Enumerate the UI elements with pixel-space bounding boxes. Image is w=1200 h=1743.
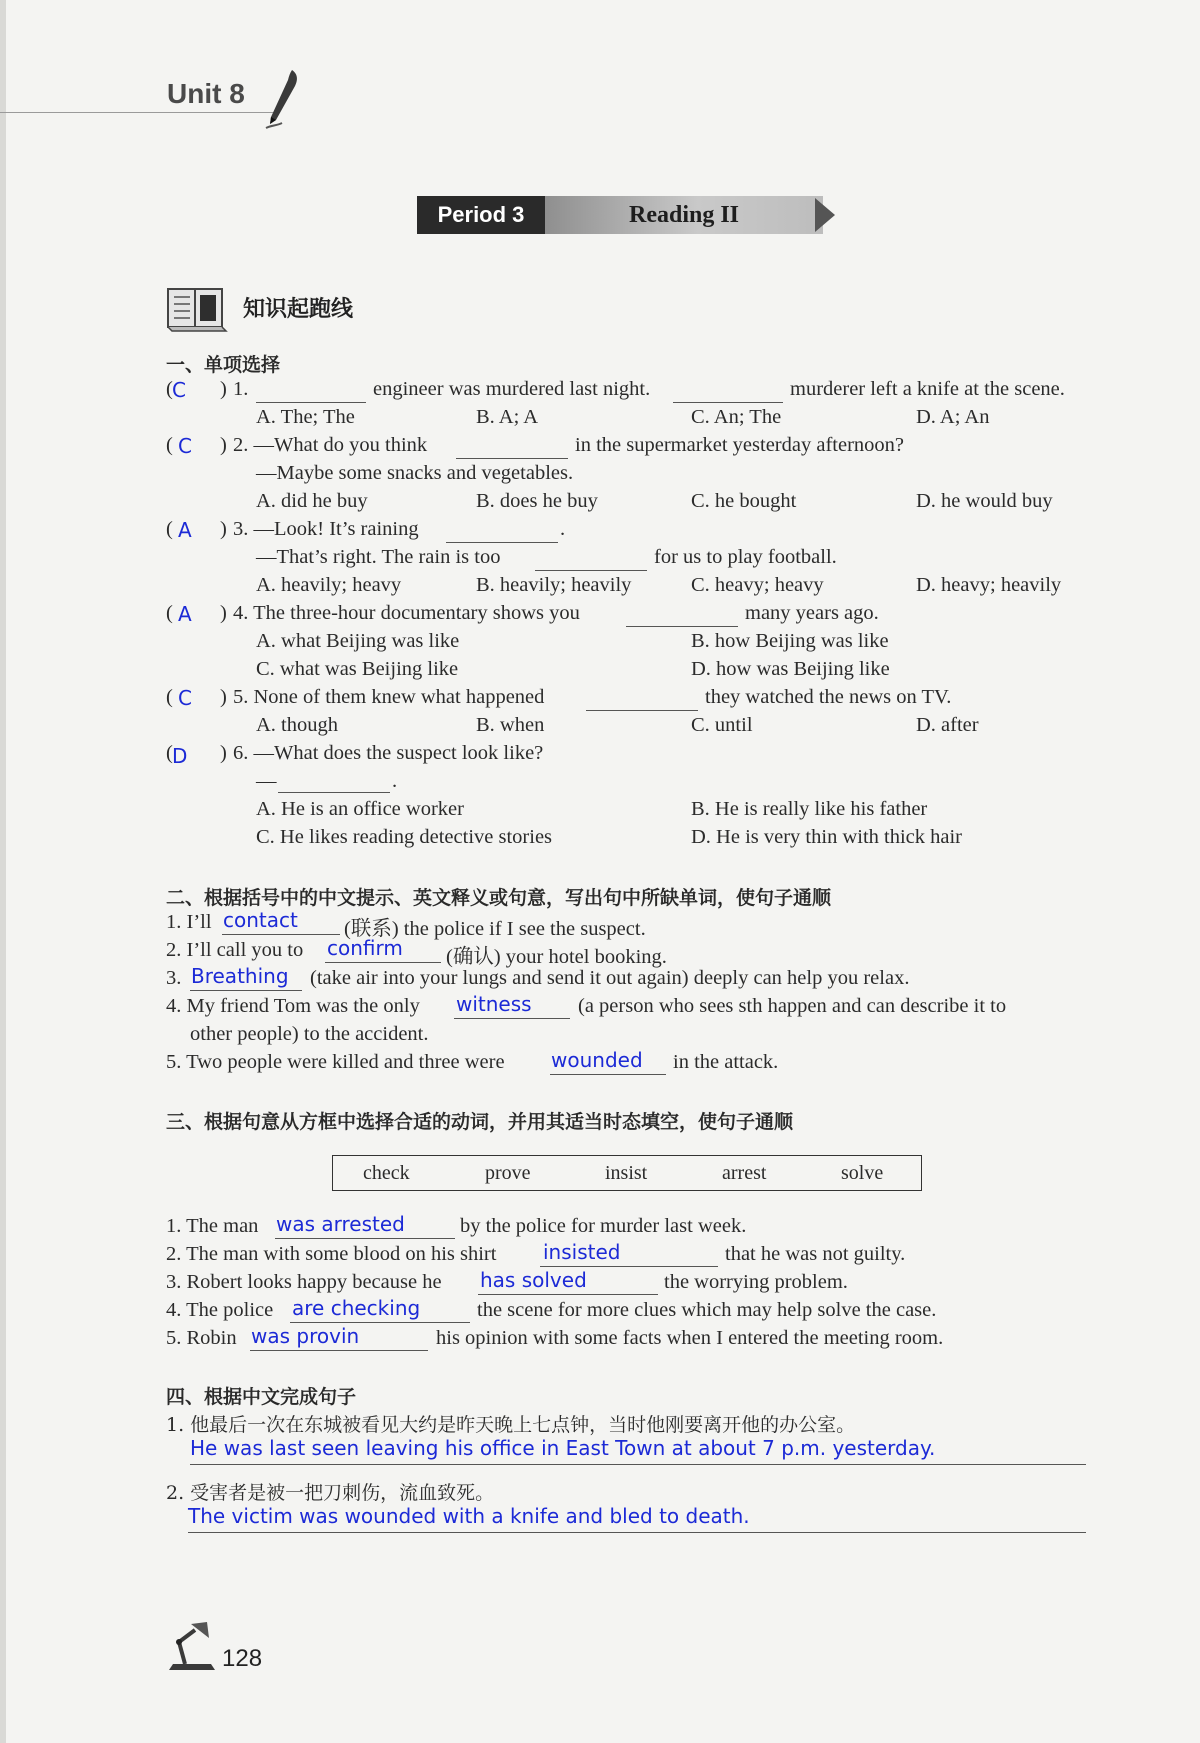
p3-item-2-pre: 2. The man with some blood on his shirt — [166, 1243, 497, 1265]
p2-item-4-pre: 4. My friend Tom was the only — [166, 995, 420, 1017]
q2-option-c: C. he bought — [691, 490, 797, 512]
q3-blank-2 — [535, 570, 647, 571]
p3-item-4-post: the scene for more clues which may help solve the case. — [477, 1299, 937, 1321]
period-label: Period 3 — [417, 196, 545, 234]
paren-close: ) — [220, 378, 227, 400]
q5-option-b: B. when — [476, 714, 545, 736]
q3-line2-end: for us to play football. — [654, 546, 837, 568]
section-heading: 知识起跑线 — [243, 296, 354, 322]
paren-open: ( — [166, 686, 173, 708]
q3-answer: A — [178, 518, 192, 542]
q5-text-a: they watched the news on TV. — [705, 686, 952, 708]
part3-title: 三、根据句意从方框中选择合适的动词，并用其适当时态填空，使句子通顺 — [166, 1111, 794, 1133]
open-book-icon — [166, 287, 228, 333]
word-box-word: prove — [485, 1162, 531, 1184]
q3-option-b: B. heavily; heavily — [476, 574, 632, 596]
p2-item-2-post: (确认) your hotel booking. — [446, 946, 667, 968]
page-edge — [0, 0, 6, 1743]
p4-item-1-line — [190, 1464, 1086, 1465]
q5-option-d: D. after — [916, 714, 979, 736]
p2-item-1-pre: 1. I’ll — [166, 911, 212, 933]
q2-line2: —Maybe some snacks and vegetables. — [256, 462, 574, 484]
q6-line2-end: . — [392, 770, 398, 792]
p3-item-5-answer: was provin — [251, 1324, 360, 1348]
p4-item-2-line — [188, 1532, 1086, 1533]
q1-option-b: B. A; A — [476, 406, 539, 428]
p3-item-4-pre: 4. The police — [166, 1299, 274, 1321]
q6-stem: 6. —What does the suspect look like? — [233, 742, 544, 764]
p3-item-1-answer: was arrested — [276, 1212, 405, 1236]
q1-stem: 1. — [233, 378, 249, 400]
p2-item-4-post: (a person who sees sth happen and can describe it to — [578, 995, 1007, 1017]
q3-stem: 3. —Look! It’s raining — [233, 518, 419, 540]
paren-close: ) — [220, 686, 227, 708]
p2-item-5-pre: 5. Two people were killed and three were — [166, 1051, 505, 1073]
p3-item-1-pre: 1. The man — [166, 1215, 259, 1237]
paren-open: ( — [166, 602, 173, 624]
q1-blank-1 — [256, 402, 366, 403]
q3-line2: —That’s right. The rain is too — [256, 546, 501, 568]
p2-item-3-answer: Breathing — [191, 964, 289, 988]
q3-blank-1 — [446, 542, 558, 543]
q4-option-b: B. how Beijing was like — [691, 630, 889, 652]
p3-item-5-pre: 5. Robin — [166, 1327, 237, 1349]
q6-option-b: B. He is really like his father — [691, 798, 928, 820]
q4-blank — [626, 626, 738, 627]
q2-option-d: D. he would buy — [916, 490, 1053, 512]
desk-lamp-icon — [163, 1620, 221, 1674]
unit-title: Unit 8 — [167, 78, 245, 109]
q6-option-d: D. He is very thin with thick hair — [691, 826, 963, 848]
q4-text-a: many years ago. — [745, 602, 879, 624]
p2-item-2-blank — [325, 962, 441, 963]
period-banner — [417, 196, 837, 234]
p3-item-2-post: that he was not guilty. — [725, 1243, 906, 1265]
q4-option-a: A. what Beijing was like — [256, 630, 460, 652]
p3-item-3-pre: 3. Robert looks happy because he — [166, 1271, 442, 1293]
p2-item-3-pre: 3. — [166, 967, 182, 989]
p3-item-4-answer: are checking — [292, 1296, 421, 1320]
paren-open: ( — [166, 742, 173, 764]
part1-title: 一、单项选择 — [166, 354, 281, 376]
p2-item-1-blank — [222, 934, 340, 935]
paren-close: ) — [220, 742, 227, 764]
q6-option-a: A. He is an office worker — [256, 798, 464, 820]
p3-item-2-blank — [540, 1266, 718, 1267]
q1-option-c: C. An; The — [691, 406, 782, 428]
p2-item-3-blank — [190, 990, 302, 991]
q1-text-a: engineer was murdered last night. — [373, 378, 651, 400]
pen-icon — [262, 68, 302, 130]
q5-option-c: C. until — [691, 714, 753, 736]
q2-answer: C — [178, 434, 192, 458]
word-box-word: check — [363, 1162, 410, 1184]
q6-line2: — — [256, 770, 277, 792]
paren-close: ) — [220, 518, 227, 540]
p2-item-5-blank — [550, 1074, 666, 1075]
p3-item-3-blank — [478, 1294, 658, 1295]
p2-item-4-answer: witness — [456, 992, 532, 1016]
q3-option-d: D. heavy; heavily — [916, 574, 1062, 596]
header-rule — [0, 112, 275, 113]
banner-arrow-icon — [813, 196, 837, 234]
q5-stem: 5. None of them knew what happened — [233, 686, 545, 708]
paren-open: ( — [166, 434, 173, 456]
p3-item-3-answer: has solved — [480, 1268, 587, 1292]
p4-item-1-answer: He was last seen leaving his office in East Town at about 7 p.m. yesterday. — [190, 1436, 936, 1460]
p3-item-5-post: his opinion with some facts when I entered the meeting room. — [436, 1327, 944, 1349]
p3-item-3-post: the worrying problem. — [664, 1271, 848, 1293]
q3-option-a: A. heavily; heavy — [256, 574, 402, 596]
p4-item-2-answer: The victim was wounded with a knife and bled to death. — [188, 1504, 750, 1528]
p3-item-4-blank — [290, 1322, 470, 1323]
paren-close: ) — [220, 434, 227, 456]
q2-blank — [456, 458, 568, 459]
q1-answer: C — [172, 378, 186, 402]
part4-title: 四、根据中文完成句子 — [166, 1386, 357, 1408]
p3-item-5-blank — [250, 1350, 428, 1351]
q6-answer: D — [172, 744, 188, 768]
p4-item-1-cn: 1. 他最后一次在东城被看见大约是昨天晚上七点钟，当时他刚要离开他的办公室。 — [166, 1414, 856, 1436]
p2-item-5-post: in the attack. — [673, 1051, 779, 1073]
p2-item-3-post: (take air into your lungs and send it out again) deeply can help you relax. — [310, 967, 910, 989]
paren-close: ) — [220, 602, 227, 624]
q1-blank-2 — [673, 402, 783, 403]
p2-item-2-pre: 2. I’ll call you to — [166, 939, 304, 961]
p2-item-1-post: (联系) the police if I see the suspect. — [344, 918, 646, 940]
p2-item-1-answer: contact — [223, 908, 298, 932]
q6-option-c: C. He likes reading detective stories — [256, 826, 553, 848]
paren-open: ( — [166, 518, 173, 540]
q5-option-a: A. though — [256, 714, 338, 736]
q1-option-a: A. The; The — [256, 406, 355, 428]
q4-answer: A — [178, 602, 192, 626]
q5-answer: C — [178, 686, 192, 710]
word-box-word: solve — [841, 1162, 884, 1184]
word-box-word: insist — [605, 1162, 648, 1184]
p2-item-4-blank — [454, 1018, 570, 1019]
p3-item-1-blank — [275, 1238, 455, 1239]
q3-text-a: . — [560, 518, 566, 540]
word-box — [332, 1155, 922, 1191]
q4-option-d: D. how was Beijing like — [691, 658, 890, 680]
q3-option-c: C. heavy; heavy — [691, 574, 824, 596]
q5-blank — [586, 710, 698, 711]
q2-option-b: B. does he buy — [476, 490, 598, 512]
p2-item-5-answer: wounded — [551, 1048, 643, 1072]
p3-item-1-post: by the police for murder last week. — [460, 1215, 747, 1237]
p2-item-4-cont: other people) to the accident. — [190, 1023, 429, 1045]
q2-stem: 2. —What do you think — [233, 434, 428, 456]
q2-text-a: in the supermarket yesterday afternoon? — [575, 434, 905, 456]
page-number: 128 — [222, 1645, 263, 1672]
p3-item-2-answer: insisted — [543, 1240, 621, 1264]
word-box-word: arrest — [722, 1162, 767, 1184]
q1-text-b: murderer left a knife at the scene. — [790, 378, 1065, 400]
lesson-title: Reading II — [545, 196, 823, 234]
q1-option-d: D. A; An — [916, 406, 990, 428]
paren-open: ( — [166, 378, 173, 400]
p4-item-2-cn: 2. 受害者是被一把刀刺伤，流血致死。 — [166, 1482, 495, 1504]
part2-title: 二、根据括号中的中文提示、英文释义或句意，写出句中所缺单词，使句子通顺 — [166, 887, 832, 909]
q6-blank — [278, 792, 390, 793]
q4-option-c: C. what was Beijing like — [256, 658, 459, 680]
q4-stem: 4. The three-hour documentary shows you — [233, 602, 580, 624]
q2-option-a: A. did he buy — [256, 490, 368, 512]
p2-item-2-answer: confirm — [327, 936, 403, 960]
